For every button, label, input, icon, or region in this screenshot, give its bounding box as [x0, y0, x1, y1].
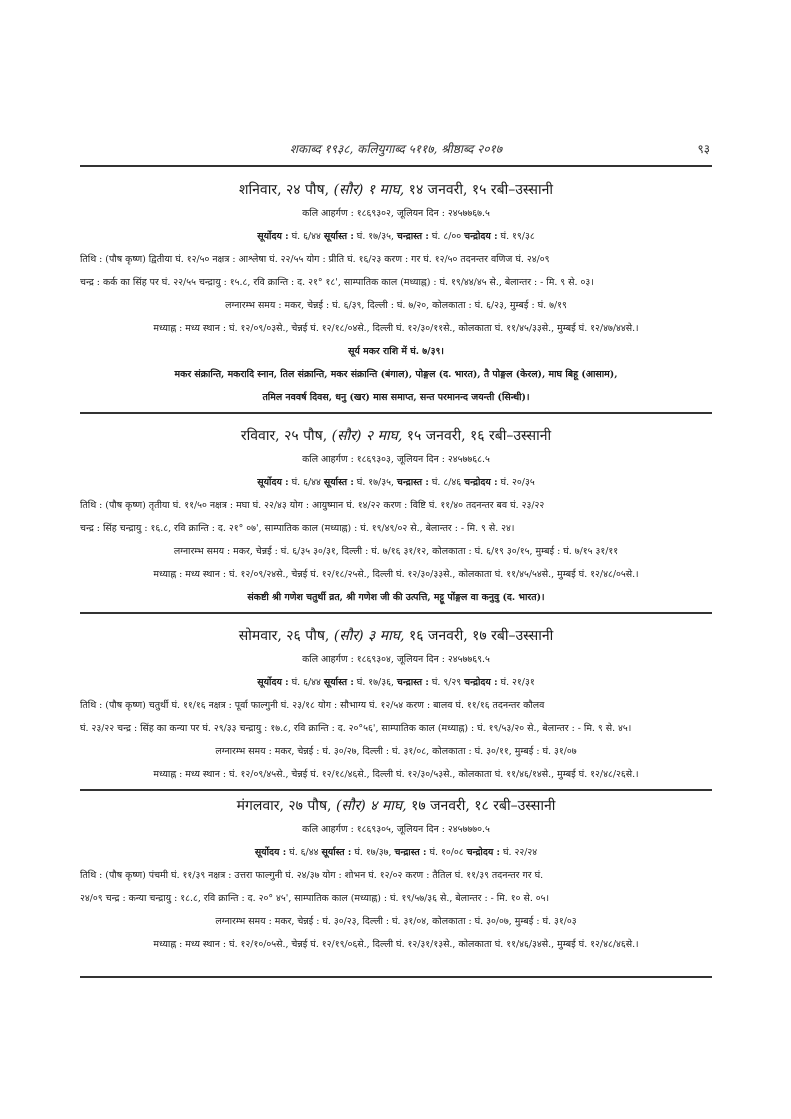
day-title: मंगलवार, २७ पौष, (सौर) ४ माघ, १७ जनवरी, १८ रबी–उस्सानी	[236, 798, 556, 814]
tithi-line: तिथि : (पौष कृष्ण) चतुर्थी घं. ११/१६ नक्षत्र : पूर्वा फाल्गुनी घं. २३/१८ योग : सौभाग्य घं. १२/५४ करण : बालव घं. ११/१६ तदनन्तर कौलव	[80, 700, 545, 711]
page-number: ९३	[697, 142, 710, 156]
sun-moon-times: सूर्योदय : घं. ६/४४ सूर्यास्त : घं. १७/३७, चन्द्रास्त : घं. १०/०८ चन्द्रोदय : घं. २२/२४	[254, 847, 538, 858]
tithi-line: तिथि : (पौष कृष्ण) द्वितीया घं. १२/५० नक्षत्र : आश्लेषा घं. २२/५५ योग : प्रीति घं. १६/२३ करण : गर घं. १२/५० तदनन्तर वणिज घं. २४/०९	[80, 254, 550, 265]
madhyahna-line: मध्याह्न : मध्य स्थान : घं. १२/०९/४५से., चेन्नई घं. १२/१८/४६से., दिल्ली घं. १२/३०/५३से., कोलकाता घं. ११/४६/१४से., मुम्बई घं. १२/४८/२६से.।	[153, 769, 639, 780]
header-rule	[80, 165, 712, 167]
chandra-line: चन्द्र : सिंह चन्द्रायु : १६.८, रवि क्रान्ति : द. २१° ०७', साम्पातिक काल (मध्याह्न) : घं. १९/४९/०२ से., बेलान्तर : - मि. ९ से. २४।	[80, 523, 515, 534]
chandra-line: घं. २३/२२ चन्द्र : सिंह का कन्या पर घं. २९/३३ चन्द्रायु : १७.८, रवि क्रान्ति : द. २०°५६', साम्पातिक काल (मध्याह्न) : घं. १९/५३/२० से., बेलान्तर : - मि. ९ से. ४५।	[80, 723, 632, 734]
day-entry	[80, 624, 712, 791]
tithi-line: तिथि : (पौष कृष्ण) तृतीया घं. ११/५० नक्षत्र : मघा घं. २२/४३ योग : आयुष्मान घं. १४/२२ करण : विष्टि घं. ११/४० तदनन्तर बव घं. २३/२२	[80, 500, 545, 511]
kali-ahargana: कलि आहर्गण : १८६९३०५, जूलियन दिन : २४५७७७०.५	[302, 824, 490, 835]
day-title: रविवार, २५ पौष, (सौर) २ माघ, १५ जनवरी, १६ रबी–उस्सानी	[240, 428, 552, 444]
sun-moon-times: सूर्योदय : घं. ६/४४ सूर्यास्त : घं. १७/३५, चन्द्रास्त : घं. ८/४६ चन्द्रोदय : घं. २०/३५	[257, 477, 535, 488]
lagna-line: लग्नारम्भ समय : मकर, चेन्नई : घं. ६/३५ ३०/३१, दिल्ली : घं. ७/१६ ३१/१२, कोलकाता : घं. ६/१९ ३०/१५, मुम्बई : घं. ७/१५ ३१/११	[173, 546, 619, 557]
festival-note: मकर संक्रान्ति, मकरादि स्नान, तिल संक्रान्ति, मकर संक्रान्ति (बंगाल), पोङ्गल (द. भारत), तै पोङ्गल (केरल), माघ बिहू (आसाम),	[174, 369, 618, 380]
day-title: शनिवार, २४ पौष, (सौर) १ माघ, १४ जनवरी, १५ रबी–उस्सानी	[239, 182, 553, 198]
festival-note: संकष्टी श्री गणेश चतुर्थी व्रत, श्री गणेश जी की उत्पत्ति, मट्टू पोंङ्गल वा कनुवु (द. भारत)।	[247, 592, 545, 603]
madhyahna-line: मध्याह्न : मध्य स्थान : घं. १२/१०/०५से., चेन्नई घं. १२/१९/०६से., दिल्ली घं. १२/३१/१३से., कोलकाता घं. ११/४६/३४से., मुम्बई घं. १२/४८/४६से.।	[153, 939, 639, 950]
day-entry	[80, 178, 712, 414]
running-title: शकाब्द १९३८, कलियुगाब्द ५११७, श्रीष्ठाब्द २०१७	[289, 142, 503, 156]
day-title: सोमवार, २६ पौष, (सौर) ३ माघ, १६ जनवरी, १७ रबी–उस्सानी	[238, 628, 554, 644]
madhyahna-line: मध्याह्न : मध्य स्थान : घं. १२/०९/२४से., चेन्नई घं. १२/१८/२५से., दिल्ली घं. १२/३०/३३से., कोलकाता घं. ११/४५/५४से., मुम्बई घं. १२/४८/०५से.।	[153, 569, 639, 580]
section-rule	[80, 412, 712, 414]
sun-moon-times: सूर्योदय : घं. ६/४४ सूर्यास्त : घं. १७/३६, चन्द्रास्त : घं. ९/२९ चन्द्रोदय : घं. २१/३१	[257, 677, 535, 688]
day-entry	[80, 424, 712, 614]
section-rule	[80, 789, 712, 791]
chandra-line: चन्द्र : कर्क का सिंह पर घं. २२/५५ चन्द्रायु : १५.८, रवि क्रान्ति : द. २१° १८', साम्पातिक काल (मध्याह्न) : घं. १९/४४/४५ से., बेलान्तर : - मि. ९ से. ०३।	[80, 277, 594, 288]
lagna-line: लग्नारम्भ समय : मकर, चेन्नई : घं. ६/३९, दिल्ली : घं. ७/२०, कोलकाता : घं. ६/२३, मुम्बई : घं. ७/१९	[225, 300, 567, 311]
kali-ahargana: कलि आहर्गण : १८६९३०२, जूलियन दिन : २४५७७६७.५	[302, 208, 490, 219]
lagna-line: लग्नारम्भ समय : मकर, चेन्नई : घं. ३०/२७, दिल्ली : घं. ३१/०८, कोलकाता : घं. ३०/११, मुम्बई : घं. ३१/०७	[215, 746, 577, 757]
sun-moon-times: सूर्योदय : घं. ६/४४ सूर्यास्त : घं. १७/३५, चन्द्रास्त : घं. ८/०० चन्द्रोदय : घं. १९/३८	[257, 231, 535, 242]
kali-ahargana: कलि आहर्गण : १८६९३०३, जूलियन दिन : २४५७७६८.५	[302, 454, 490, 465]
section-rule	[80, 976, 712, 978]
page-header	[80, 140, 712, 160]
kali-ahargana: कलि आहर्गण : १८६९३०४, जूलियन दिन : २४५७७६९.५	[302, 654, 490, 665]
lagna-line: लग्नारम्भ समय : मकर, चेन्नई : घं. ३०/२३, दिल्ली : घं. ३१/०४, कोलकाता : घं. ३०/०७, मुम्बई : घं. ३१/०३	[215, 916, 577, 927]
festival-note: सूर्य मकर राशि में घं. ७/३९।	[348, 346, 444, 357]
tithi-line: तिथि : (पौष कृष्ण) पंचमी घं. ११/३९ नक्षत्र : उत्तरा फाल्गुनी घं. २४/३७ योग : शोभन घं. १२/०२ करण : तैतिल घं. ११/३९ तदनन्तर गर घं.	[80, 870, 544, 881]
day-entry	[80, 794, 712, 978]
madhyahna-line: मध्याह्न : मध्य स्थान : घं. १२/०९/०३से., चेन्नई घं. १२/१८/०४से., दिल्ली घं. १२/३०/११से., कोलकाता घं. ११/४५/३३से., मुम्बई घं. १२/४७/४४से.।	[153, 323, 639, 334]
section-rule	[80, 612, 712, 614]
festival-note: तमिल नववर्ष दिवस, धनु (खर) मास समाप्त, सन्त परमानन्द जयन्ती (सिन्धी)।	[262, 392, 530, 403]
chandra-line: २४/०९ चन्द्र : कन्या चन्द्रायु : १८.८, रवि क्रान्ति : द. २०° ४५', साम्पातिक काल (मध्याह्न) : घं. १९/५७/३६ से., बेलान्तर : - मि. १० से. ०५।	[80, 893, 550, 904]
